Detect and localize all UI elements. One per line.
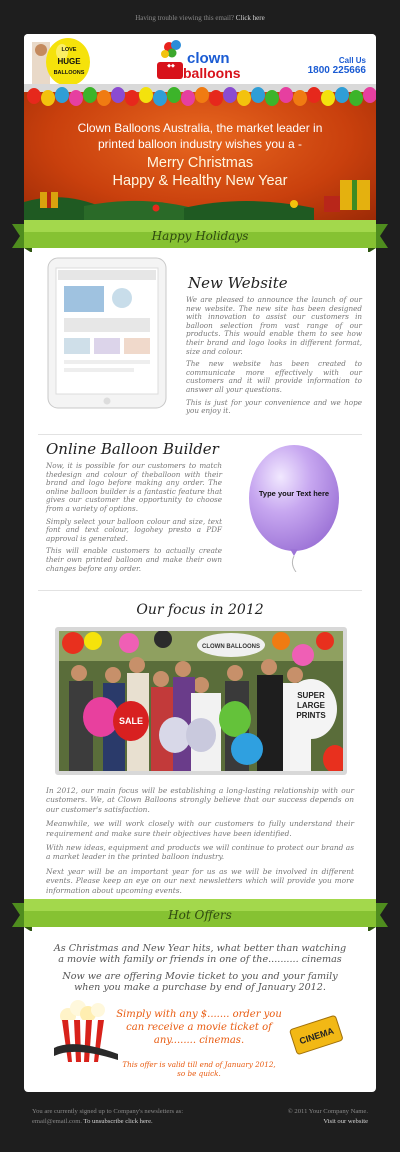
new-website-paragraph: We are pleased to announce the launch of our new website. The new site has been designed with innovation to assist our customers in balloon selection from vast range of our products. This would enable them to see how their brand and logo looks in different format, size and colour. — [186, 295, 362, 356]
unsubscribe-link[interactable]: To unsubscribe click here. — [83, 1118, 153, 1125]
footer-signup-text: You are currently signed up to Company's newsletters as: — [32, 1108, 184, 1115]
footer-right — [218, 1107, 368, 1127]
unsubscribe-click-here: click here — [125, 1118, 152, 1125]
offer-deal — [110, 1008, 288, 1047]
balloon-builder-body — [46, 462, 222, 577]
builder-paragraph: Simply select your balloon colour and size, text font and text colour, logohey presto a PDF approval is generated. — [46, 516, 222, 543]
custom-balloon-image[interactable] — [244, 442, 350, 572]
banner-line-2: printed balloon industry wishes you a - — [97, 137, 303, 151]
promo-line-2: HUGE — [57, 57, 81, 66]
offer-deal-line-2: can receive a movie ticket of — [126, 1022, 272, 1033]
promo-balloon-image — [32, 36, 90, 88]
builder-paragraph: This will enable customers to actually create their own printed balloon and make their own changes before any order. — [46, 546, 222, 573]
greeting-line-1: Merry Christmas — [146, 155, 254, 171]
photo-balloon-sale: SALE — [118, 716, 144, 726]
banner-greeting — [24, 154, 376, 190]
new-website-title: New Website — [188, 274, 288, 292]
svg-text:◆◆: ◆◆ — [167, 63, 175, 69]
photo-balloon-clown: CLOWN BALLOONS — [202, 644, 260, 650]
call-us-label: Call Us — [338, 56, 366, 65]
offer-deal-line-3: any........ cinemas. — [153, 1035, 245, 1046]
newsletter-header — [24, 34, 376, 84]
promo-line-3: BALLOONS — [53, 70, 85, 76]
phone-number[interactable]: 1800 225666 — [307, 65, 366, 76]
offer-validity — [110, 1060, 288, 1078]
focus-paragraph: Next year will be an important year for us as we will be involved in different events. Please keep an eye on our next newsletters which will provide you more information about upcoming events. — [46, 866, 354, 895]
focus-title: Our focus in 2012 — [136, 602, 264, 618]
logo-word-clown: clown — [187, 50, 230, 67]
focus-body — [46, 786, 354, 900]
section-divider — [38, 590, 362, 591]
offer-line-1: As Christmas and New Year hits, what better than watching — [53, 943, 347, 954]
offer-line-2: a movie with family or friends in one of the.......... cinemas — [58, 954, 342, 965]
builder-paragraph: Now, it is possible for our customers to match thedesign and colour of theballoon with their brand and logo before making any order. The online balloon builder is a fantastic feature that gives our customer the opportunity to choose from a variety of options. — [46, 461, 222, 513]
section-divider — [38, 434, 362, 435]
unsubscribe-prefix: To unsubscribe — [83, 1118, 124, 1125]
christmas-banner — [24, 84, 376, 220]
focus-paragraph: In 2012, our main focus will be establishing a long-lasting relationship with our customers. We, at Clown Balloons strongly believe that our success depends on our customer's satisfaction. — [46, 786, 354, 814]
team-photo — [55, 627, 347, 775]
footer-email: email@email.com. — [32, 1118, 83, 1125]
offer-valid-line-1: This offer is valid till end of January 2012, — [122, 1060, 276, 1069]
visit-website-link[interactable]: Visit our website — [323, 1118, 368, 1125]
happy-holidays-ribbon — [12, 220, 388, 252]
preheader — [0, 14, 400, 22]
ribbon-hot-offers-label: Hot Offers — [168, 908, 232, 922]
ticket-label: CINEMA — [298, 1025, 336, 1047]
photo-balloon-large-prints: SUPER LARGE PRINTS — [296, 691, 326, 720]
promo-line-1: LOVE — [61, 47, 77, 53]
new-website-paragraph: This is just for your convenience and we hope you enjoy it. — [186, 397, 362, 416]
offer-line-4: when you make a purchase by end of January 2012. — [74, 982, 326, 993]
call-us-block — [308, 56, 366, 76]
footer-copyright: © 2011 Your Company Name. — [287, 1108, 368, 1115]
new-website-body — [186, 296, 362, 420]
offer-deal-line-1: Simply with any $....... order you — [116, 1009, 282, 1020]
new-website-paragraph: The new website has been created to communicate more effectively with our customers and it will provide information to answer all your questions. — [186, 359, 362, 394]
focus-paragraph: With new ideas, equipment and products we will continue to protect our brand as a market leader in the printed balloon industry. — [46, 843, 354, 862]
view-online-link[interactable]: Click here — [235, 14, 265, 22]
greeting-line-2: Happy & Healthy New Year — [112, 173, 288, 189]
logo-word-balloons: balloons — [183, 65, 241, 81]
cinema-ticket-icon — [288, 1012, 344, 1056]
banner-intro — [24, 120, 376, 152]
balloon-builder-title: Online Balloon Builder — [46, 440, 219, 458]
focus-paragraph: Meanwhile, we will work closely with our customers to fully understand their requirement and make sure their objectives have been identified. — [46, 819, 354, 838]
tablet-website-image — [44, 256, 170, 412]
banner-decoration — [24, 84, 376, 220]
company-logo[interactable] — [157, 39, 247, 81]
balloon-text-placeholder: Type your Text here — [258, 489, 330, 498]
popcorn-filmreel-icon — [54, 998, 118, 1066]
offer-line-3: Now we are offering Movie ticket to you and your family — [62, 971, 338, 982]
ribbon-happy-holidays-label: Happy Holidays — [151, 229, 249, 243]
team-photo-image — [59, 631, 343, 771]
footer-left — [32, 1107, 232, 1127]
preheader-text: Having trouble viewing this email? — [135, 14, 235, 22]
banner-line-1: Clown Balloons Australia, the market leader in — [77, 121, 323, 135]
hot-offers-ribbon — [12, 899, 388, 931]
offer-valid-line-2: so be quick. — [177, 1069, 221, 1078]
